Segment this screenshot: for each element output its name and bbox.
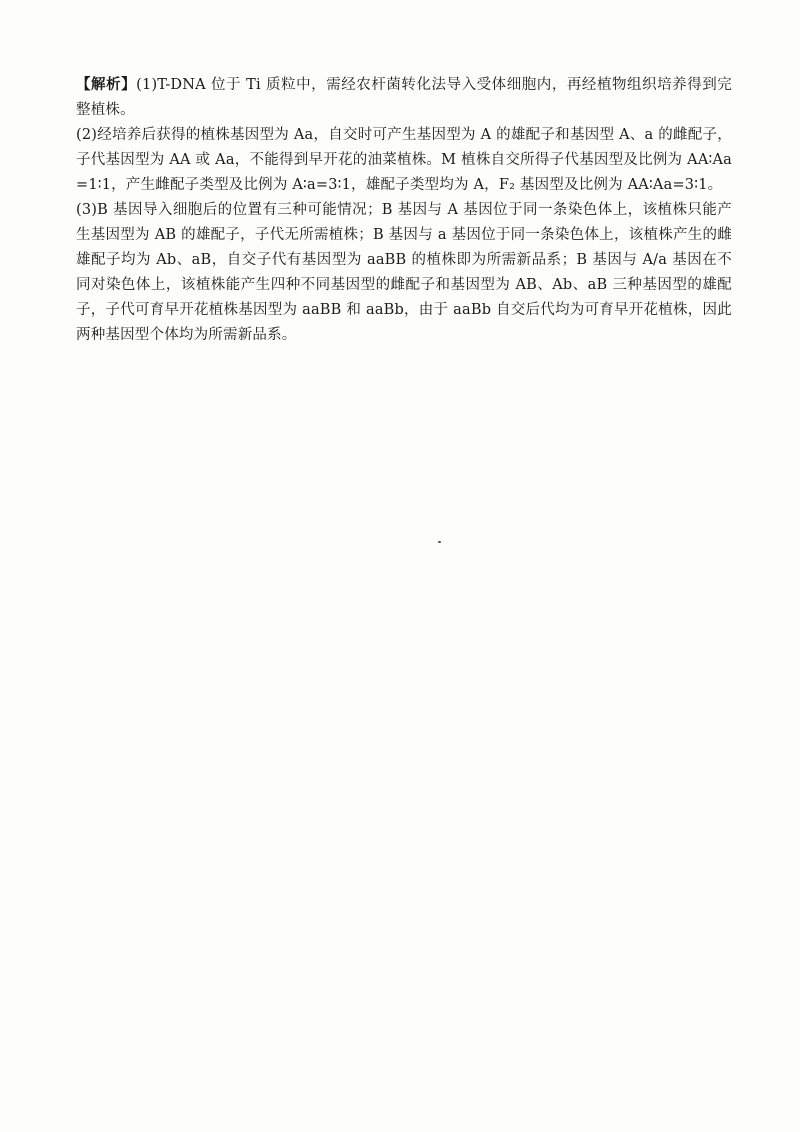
analysis-paragraph-2: (2)经培养后获得的植株基因型为 Aa，自交时可产生基因型为 A 的雄配子和基因型 A、a 的雌配子，子代基因型为 AA 或 Aa，不能得到早开花的油菜植株。M 植株自交所得子代基因型及比例为 AA∶Aa=1∶1，产生雌配子类型及比例为 A∶a=3∶1，雄配子类型均为 A，F₂ 基因型及比例为 AA∶Aa=3∶1。 bbox=[76, 127, 732, 193]
scan-speck bbox=[438, 541, 441, 543]
analysis-paragraph-1-text: (1)T-DNA 位于 Ti 质粒中，需经农杆菌转化法导入受体细胞内，再经植物组织培养得到完整植株。 bbox=[76, 77, 732, 118]
analysis-label: 【解析】 bbox=[76, 76, 137, 93]
analysis-section bbox=[76, 72, 732, 348]
analysis-paragraph-3: (3)B 基因导入细胞后的位置有三种可能情况；B 基因与 A 基因位于同一条染色体上，该植株只能产生基因型为 AB 的雄配子，子代无所需植株；B 基因与 a 基因位于同一条染色体上，该植株产生的雌雄配子均为 Ab、aB，自交子代有基因型为 aaBB 的植株即为所需新品系；B 基因与 A/a 基因在不同对染色体上，该植株能产生四种不同基因型的雌配子和基因型为 AB、Ab、aB 三种基因型的雄配子，子代可育早开花植株基因型为 aaBB 和 aaBb，由于 aaBb 自交后代均为可育早开花植株，因此两种基因型个体均为所需新品系。 bbox=[76, 202, 732, 343]
analysis-paragraph-1 bbox=[76, 72, 732, 123]
